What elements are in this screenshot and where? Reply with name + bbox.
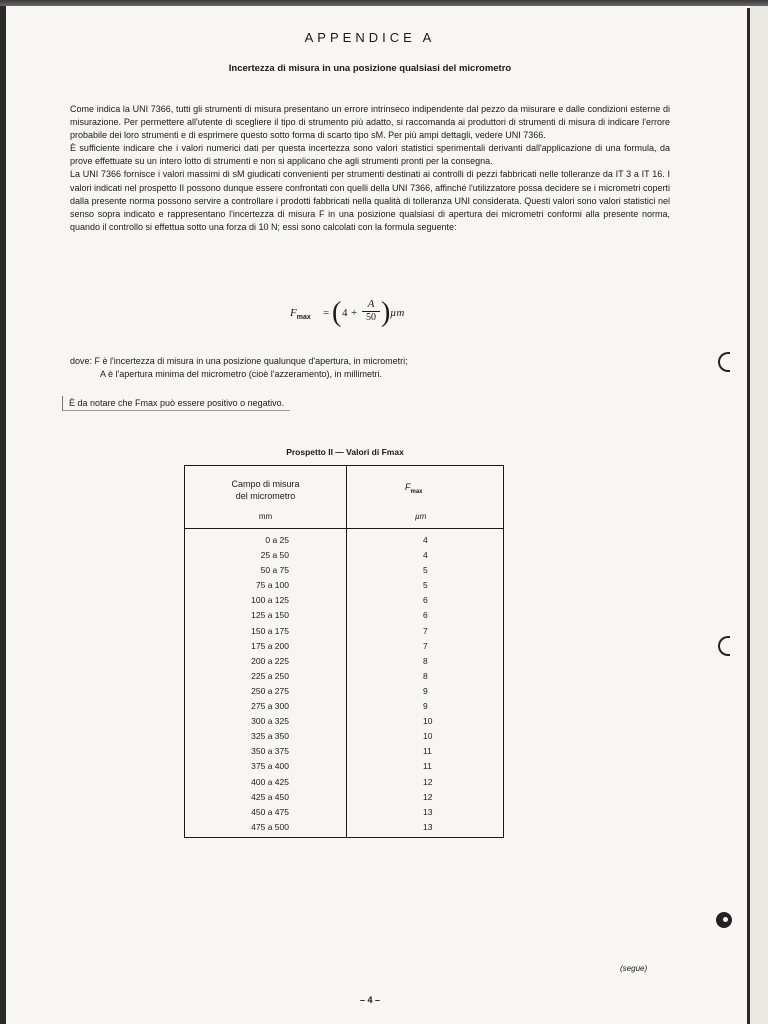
range-cell: 175 a 200 [251,640,289,651]
binder-hole-mark [718,636,730,656]
table-row [185,686,503,701]
range-cell: 200 a 225 [251,655,289,666]
formula-unit: µm [390,307,405,319]
fmax-cell: 5 [423,580,428,591]
table-row [185,641,503,656]
table-row [185,822,503,837]
table-row [185,761,503,776]
fmax-cell: 4 [423,535,428,545]
table-row [185,701,503,716]
column-header-fmax: $F_{max}$ [405,482,423,495]
formula-denominator: 50 [366,312,376,323]
fmax-cell: 10 [423,731,433,742]
fmax-cell: 9 [423,701,428,712]
fmax-cell: 6 [423,610,428,621]
fmax-cell: 4 [423,550,428,561]
note: È da notare che Fmax può essere positivo o negativo. [62,396,290,411]
fmax-cell: 13 [423,806,433,817]
fmax-cell: 7 [423,625,428,636]
definition-a: A è l'apertura minima del micrometro (cioè l'azzeramento), in millimetri. [100,369,383,379]
fmax-cell: 12 [423,776,433,787]
table-row [185,595,503,610]
table-row [185,550,503,565]
scan-margin [750,0,768,1024]
range-cell: 225 a 250 [251,670,289,681]
fmax-cell: 13 [423,821,433,832]
range-cell: 150 a 175 [251,625,289,636]
range-cell: 450 a 475 [251,806,289,817]
column-unit-range: mm [258,512,273,521]
range-cell: 300 a 325 [251,716,289,727]
fmax-cell: 11 [423,746,432,757]
fmax-cell: 5 [423,565,428,576]
formula-lhs: $F_{max}$ [290,307,311,322]
range-cell: 350 a 375 [251,746,289,757]
range-cell: 375 a 400 [251,761,289,772]
table-body [185,535,503,837]
table-divider [185,528,503,529]
range-cell: 475 a 500 [251,821,289,832]
fmax-cell: 11 [423,761,432,772]
formula-fraction [362,298,380,323]
formula-lhs-subscript: max [296,314,311,322]
table-row [185,807,503,822]
formula [290,298,420,338]
table-row [185,777,503,792]
formula-numerator: A [362,298,380,312]
table-row [185,656,503,671]
paragraph: La UNI 7366 fornisce i valori massimi di sM giudicati convenienti per strumenti destinati ai controlli di pezzi fabbricati nelle tolleranze da IT 3 a IT 16. I valori indicati nel prospetto II possono dunque essere confrontati con quelli della UNI 7366, affinché l'utilizzatore possa decidere se i micrometri coperti dalla presente norma possono servire a controllare i prodotti fabbricati nella qualità di tolleranza UNI considerata. Questi valori sono valori statistici nel senso sopra indicato e rappresentano l'incertezza di misura F in una posizione qualsiasi di apertura dei micrometri conformi alla presente norma, quando il controllo si effettua sotto una forza di 10 N; essi sono calcolati con la formula seguente: [70,169,670,232]
body-text [70,103,670,234]
table-row [185,580,503,595]
fmax-cell: 10 [423,716,433,727]
values-table [184,465,504,838]
table-row [185,792,503,807]
fmax-cell: 6 [423,595,428,606]
continued-label: (segue) [620,964,648,973]
fmax-cell: 12 [423,791,433,802]
range-cell: 250 a 275 [251,685,289,696]
range-cell: 100 a 125 [251,595,289,606]
scan-edge-left [0,0,6,1024]
table-row [185,716,503,731]
binder-hole [716,912,732,928]
table-row [185,671,503,686]
table-row [185,565,503,580]
range-cell: 325 a 350 [251,731,289,742]
range-cell: 275 a 300 [251,701,289,712]
table-row [185,731,503,746]
scan-edge-right [747,8,750,1024]
range-cell: 125 a 150 [251,610,289,621]
table-row [185,746,503,761]
table-row [185,610,503,625]
table-row [185,626,503,641]
definitions [70,355,408,381]
section-subtitle: Incertezza di misura in una posizione qualsiasi del micrometro [228,63,512,74]
scan-edge-top [0,0,768,6]
column-unit-fmax: µm [415,512,427,521]
paragraph: È sufficiente indicare che i valori numerici dati per questa incertezza sono valori statistici sperimentali derivanti dall'applicazione di una formula, da prove effettuate su un intero lotto di strumenti e non si applicano che agli strumenti pronti per la consegna. [70,143,670,167]
formula-open-paren: ( [332,297,342,328]
range-cell: 425 a 450 [251,791,289,802]
fmax-cell: 7 [423,640,428,651]
fmax-cell: 9 [423,685,428,696]
paragraph: Come indica la UNI 7366, tutti gli strumenti di misura presentano un errore intrinseco indipendente dal pezzo da misurare e dalle condizioni esterne di misurazione. Per permettere all'utente di scegliere il tipo di strumento più adatto, si raccomanda ai produttori di strumenti di misura di indicare l'errore probabile dei loro strumenti e di esprimere questo sotto forma di scarto tipo sM. Per più ampi dettagli, vedere UNI 7366. [70,104,670,141]
binder-hole-mark [718,352,730,372]
definition-f: dove: F è l'incertezza di misura in una posizione qualunque d'apertura, in micrometri; [70,356,408,366]
formula-plus: + [351,307,358,319]
column-header-range: Campo di misura del micrometro [231,479,300,501]
range-cell: 75 a 100 [255,580,289,591]
range-cell: 400 a 425 [251,776,289,787]
formula-equals: = [323,307,330,319]
page-number: – 4 – [359,995,381,1005]
fmax-cell: 8 [423,655,428,666]
formula-constant: 4 [342,307,348,319]
formula-close-paren: ) [381,297,391,328]
table-caption: Prospetto II — Valori di Fmax [286,447,404,457]
range-cell: 0 a 25 [265,535,289,545]
fmax-cell: 8 [423,670,428,681]
table-row [185,535,503,550]
range-cell: 25 a 50 [260,550,289,561]
page-title: APPENDICE A [304,30,436,45]
range-cell: 50 a 75 [260,565,289,576]
